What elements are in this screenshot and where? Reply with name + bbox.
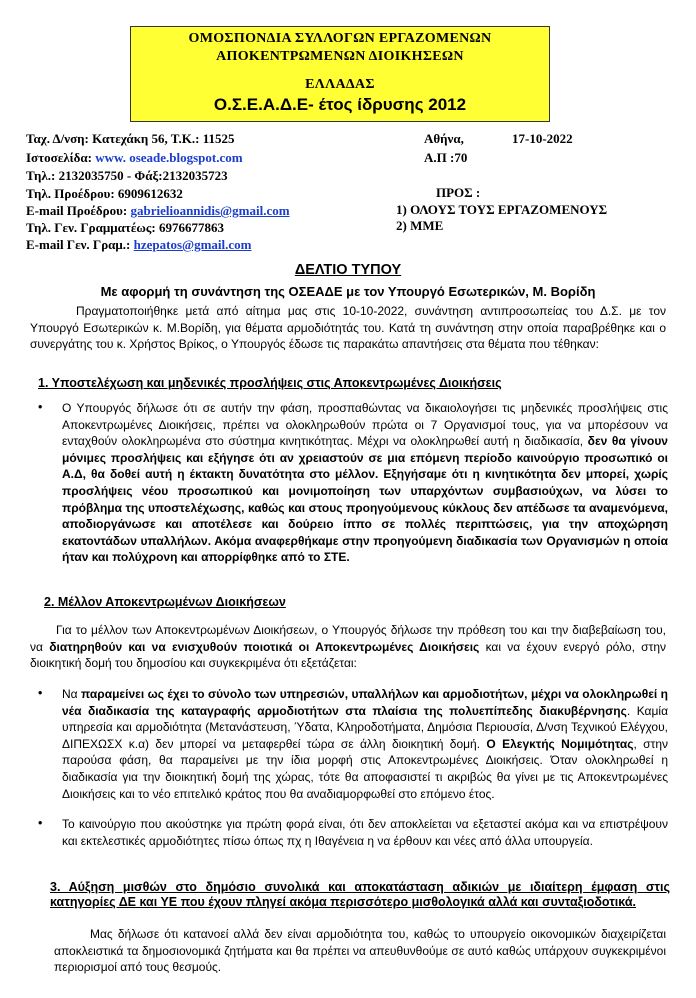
- website-link[interactable]: www. oseade.blogspot.com: [95, 150, 243, 165]
- bullet-1-b: παραμείνει ως έχει το σύνολο των υπηρεσιών, υπαλλήλων και αρμοδιοτήτων, μέχρι να ολοκληρωθεί η νέα διαδικασία της καταγραφής αρμοδιοτήτων στα πλαίσια της πολυεπίπεδης διακυβέρνησης: [62, 687, 669, 718]
- bullet-icon: •: [38, 816, 43, 830]
- organization-banner: [130, 26, 550, 122]
- date: 17-10-2022: [512, 131, 573, 146]
- website-label: Ιστοσελίδα:: [26, 150, 92, 165]
- secretary-phone: Τηλ. Γεν. Γραμματέως: 6976677863: [26, 220, 224, 235]
- secretary-email-line: [26, 237, 252, 253]
- section-3-body: Μας δήλωσε ότι κατανοεί αλλά δεν είναι αρμοδιότητα του, καθώς το υπουργείο οικονομικών διαχειρίζεται αποκλειστικά τα δημοσιονομικά ζητήματα και θα πρέπει να απευθυνθούμε σε αυτό καθώς υπάρχουν συγκεκριμένοι περιορισμοί από τους θεσμούς.: [54, 927, 666, 975]
- bullet-1-d: Ο Ελεγκτής Νομιμότητας: [486, 736, 634, 751]
- section-2-bullet-2: Το καινούργιο που ακούστηκε για πρώτη φορά είναι, ότι δεν αποκλείεται να εξεταστεί ακόμα και να επιστρέψουν και εκτελεστικές αρμοδιότητες πίσω όπως πχ η Ιθαγένεια η να έρθουν και νέες από άλλα υπουργεία.: [62, 817, 668, 848]
- section-1-bullet-text: Ο Υπουργός δήλωσε ότι σε αυτήν την φάση, προσπαθώντας να δικαιολογήσει τις μηδενικές προσλήψεις στις Αποκεντρωμένες Διοικήσεις, πρέπει να ολοκληρωθούν πρώτα οι 7 Οργανισμοί τους, για να μπορέσουν να ενταχθούν ολοκληρωμένα στο σύστημα κινητικότητας. Μέχρι να ολοκληρωθεί αυτή η διαδικασία,: [62, 401, 668, 449]
- protocol-number: Α.Π :70: [424, 150, 468, 165]
- banner-line-3: ΕΛΛΑΔΑΣ: [305, 77, 375, 92]
- banner-line-2: ΑΠΟΚΕΝΤΡΩΜΕΝΩΝ ΔΙΟΙΚΗΣΕΩΝ: [216, 49, 464, 64]
- intro-paragraph: Πραγματοποιήθηκε μετά από αίτημα μας στις 10-10-2022, συνάντηση αντιπροσωπείας του Δ.Σ. με τον Υπουργό Εσωτερικών κ. Μ.Βορίδη, για θέματα αρμοδιότητάς του. Κατά τη συνάντηση στην οποία παραβρέθηκε και ο συνεργάτης του κ. Χρήστος Βρίκος, ο Υπουργός έδωσε τις παρακάτω απαντήσεις στα θέματα που τέθηκαν:: [30, 304, 666, 352]
- city: Αθήνα,: [424, 131, 464, 146]
- address: Ταχ. Δ/νση: Κατεχάκη 56, Τ.Κ.: 11525: [26, 131, 235, 146]
- president-phone: Τηλ. Προέδρου: 6909612632: [26, 186, 183, 201]
- to-label: ΠΡΟΣ :: [436, 185, 481, 200]
- section-2-heading: 2. Μέλλον Αποκεντρωμένων Διοικήσεων: [44, 595, 286, 609]
- secretary-email-label: E-mail Γεν. Γραμ.:: [26, 237, 131, 252]
- section-2-intro-c: και να έχουν ενεργό ρόλο, στην διοικητική δομή του δημοσίου και συγκεκριμένα ότι εξετάζεται:: [30, 639, 667, 671]
- bullet-icon: •: [38, 686, 43, 700]
- document-subtitle: Με αφορμή τη συνάντηση της ΟΣΕΑΔΕ με τον Υπουργό Εσωτερικών, Μ. Βορίδη: [100, 284, 596, 299]
- president-email-link[interactable]: gabrielioannidis@gmail.com: [130, 203, 290, 218]
- bullet-1-e: , στην παρούσα φάση, θα παραμείνει με την ίδια μορφή στις Αποκεντρωμένες Διοικήσεις. Όταν ολοκληρωθεί η διαδικασία για την διοικητική δομή της χώρας, τότε θα αποφασιστεί τι ακριβώς θα γίνει με τις Αποκεντρωμένες Διοικήσεις και το νέο επιτελικό κράτος που θα αναδιαμορφωθεί στο επόμενο έτος.: [62, 736, 668, 801]
- document-title: ΔΕΛΤΙΟ ΤΥΠΟΥ: [294, 262, 402, 278]
- recipient-2: 2) ΜΜΕ: [396, 218, 444, 233]
- section-2-bullet-1: [62, 686, 668, 802]
- section-2-intro-a: Για το μέλλον των Αποκεντρωμένων Διοικήσεων, ο Υπουργός δήλωσε την πρόθεση του και την διαβεβαίωση του, να: [30, 623, 666, 654]
- recipient-1: 1) ΟΛΟΥΣ ΤΟΥΣ ΕΡΓΑΖΟΜΕΝΟΥΣ: [396, 202, 608, 217]
- banner-line-4: Ο.Σ.Ε.Α.Δ.Ε- έτος ίδρυσης 2012: [213, 95, 467, 114]
- section-2-intro: [30, 622, 666, 672]
- banner-line-1: ΟΜΟΣΠΟΝΔΙΑ ΣΥΛΛΟΓΩΝ ΕΡΓΑΖΟΜΕΝΩΝ: [188, 31, 492, 46]
- phone-fax: Τηλ.: 2132035750 - Φάξ:2132035723: [26, 168, 228, 183]
- president-email-line: [26, 203, 290, 219]
- bullet-1-a: Να: [62, 687, 82, 701]
- section-3-heading: 3. Αύξηση μισθών στο δημόσιο συνολικά και αποκατάσταση αδικιών με ιδιαίτερη έμφαση στις κατηγορίες ΔΕ και ΥΕ που έχουν πληγεί ακόμα περισσότερο μισθολογικά αλλά και συνταξιοδοτικά.: [50, 880, 670, 909]
- section-2-intro-b: διατηρηθούν και να ενισχυθούν ποιοτικά οι Αποκεντρωμένες Διοικήσεις: [49, 639, 480, 654]
- bullet-1-c: . Καμία υπηρεσία και αρμοδιότητα (Μετανάστευση, Ύδατα, Κληροδοτήματα, Δημόσια Περιουσία, Δ/νση Τεχνικού Ελέγχου, ΔΙΠΕΧΩΣΧ κ.α) δεν μπορεί να μεταφερθεί τώρα σε άλλη διοικητική δομή.: [62, 703, 669, 751]
- section-1-bullet: [62, 400, 668, 566]
- section-1-heading: 1. Υποστελέχωση και μηδενικές προσλήψεις στις Αποκεντρωμένες Διοικήσεις: [38, 376, 502, 390]
- president-email-label: E-mail Προέδρου:: [26, 203, 128, 218]
- secretary-email-link[interactable]: hzepatos@gmail.com: [133, 237, 252, 252]
- website-line: [26, 150, 243, 166]
- bullet-icon: •: [38, 400, 43, 414]
- section-1-bullet-bold: δεν θα γίνουν μόνιμες προσλήψεις και εξήγησε ότι αν χρειαστούν σε μια επόμενη περίοδο καινούργιο προσωπικό οι Α.Δ, θα δοθεί αυτή η έκτακτη δυνατότητα στο μέλλον. Εξηγήσαμε ότι η κινητικότητα δεν μπορεί, χωρίς προσλήψεις νέου προσωπικού και μονιμοποίηση των υπαρχόντων συμβασιούχων, να λύσει το πρόβλημα της υποστελέχωσης, καθώς και στους προηγούμενους κύκλους δεν απέδωσε τα αναμενόμενα, αποδιοργάνωσε και αποτέλεσε και δούρειο ίππο σε πολλές περιπτώσεις, για την αποχώρηση εκατοντάδων υπαλλήλων. Ακόμα αναφερθήκαμε στην προηγούμενη διαδικασία των Οργανισμών η οποία ήταν και πολύχρονη και απορρίφθηκε από το ΣΤΕ.: [62, 434, 668, 565]
